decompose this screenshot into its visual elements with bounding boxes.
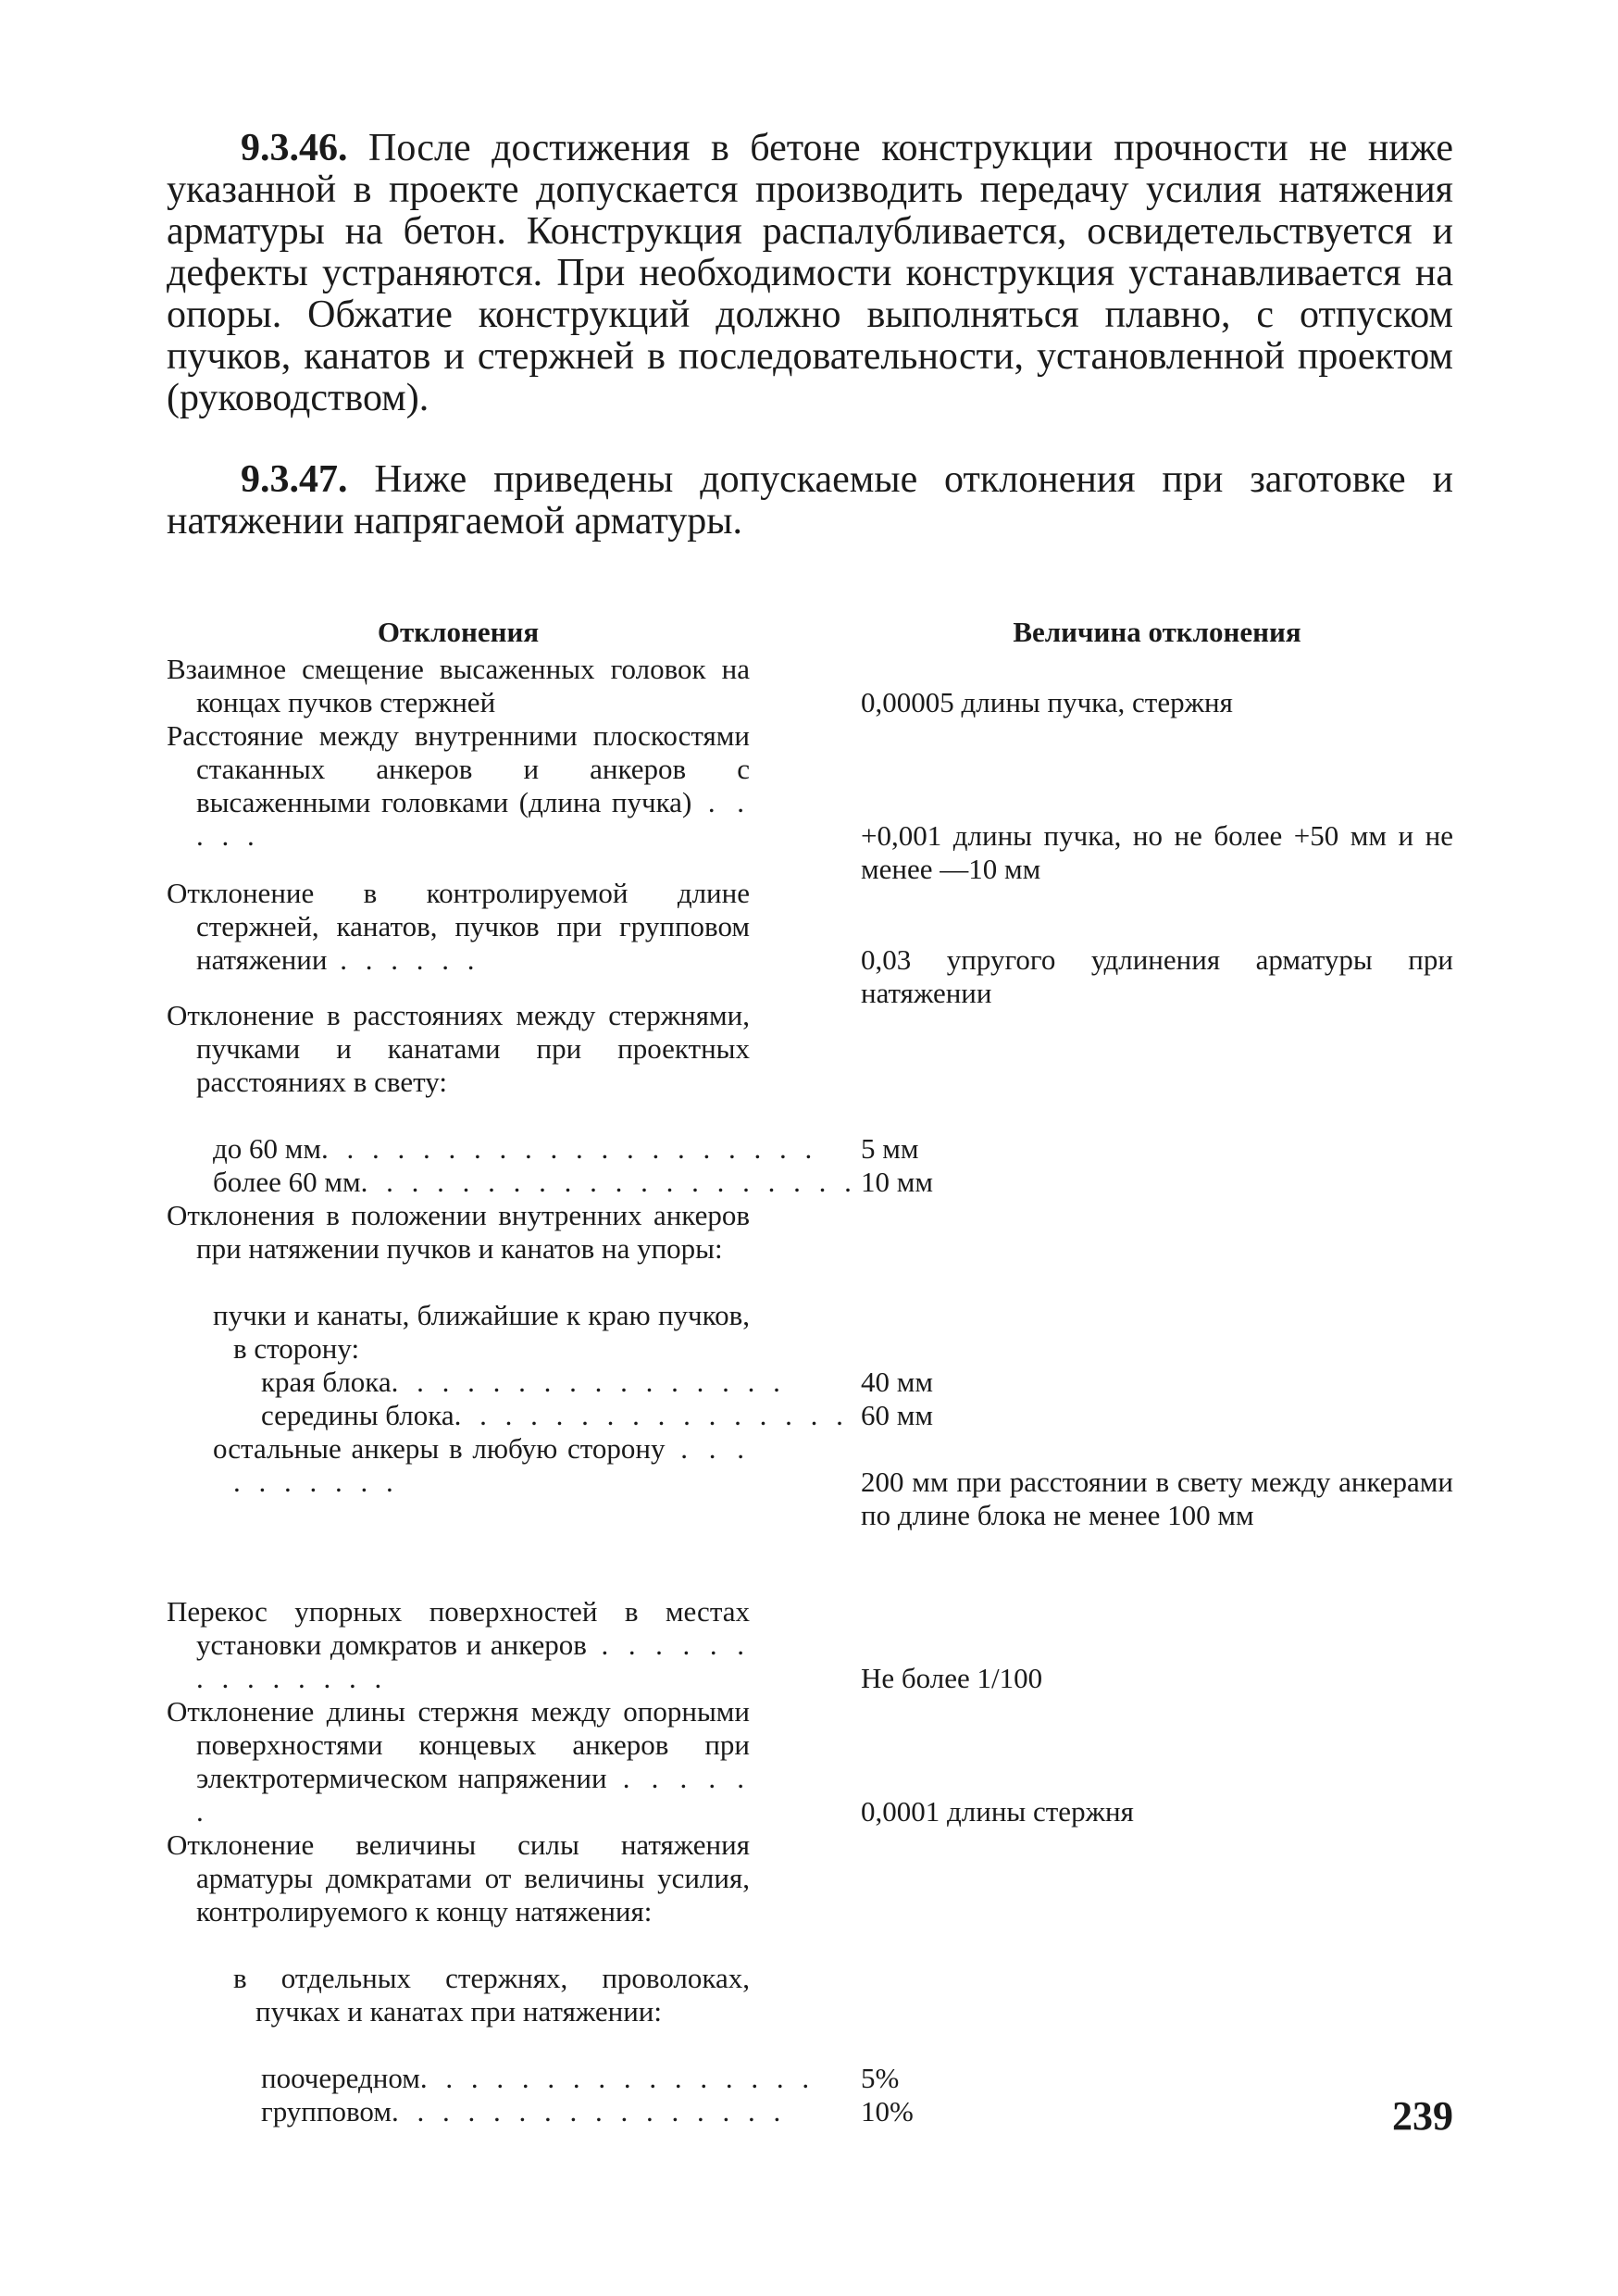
- deviation-text: Отклонение длины стержня между опорными поверхностями концевых анкеров при электротермическом напряжении: [167, 1695, 750, 1794]
- clause-number: 9.3.47.: [241, 458, 348, 501]
- value-cell: 0,00005 длины пучка, стержня: [861, 686, 1233, 718]
- deviation-cell: [167, 1595, 750, 1695]
- leader-dots: . . . . . . . . . . . . . . . .: [419, 2062, 815, 2094]
- deviation-cell: [261, 1399, 849, 1432]
- deviation-cell: [213, 1166, 857, 1199]
- deviation-cell: пучки и канаты, ближайшие к краю пучков, в сторону:: [213, 1299, 750, 1365]
- value-cell: +0,001 длины пучка, но не более +50 мм и не менее —10 мм: [861, 819, 1453, 885]
- deviation-text: Перекос упорных поверхностей в местах установки домкратов и анкеров: [167, 1595, 750, 1661]
- deviation-text: более 60 мм: [213, 1166, 361, 1198]
- deviation-cell: [167, 719, 750, 853]
- deviation-text: середины блока: [261, 1399, 454, 1431]
- value-cell: 200 мм при расстоянии в свету между анкерами по длине блока не менее 100 мм: [861, 1466, 1453, 1531]
- deviation-cell: [213, 1432, 750, 1499]
- leader-dots: . . . . . . . . . . . . . . . .: [391, 1366, 786, 1398]
- deviation-cell: [261, 1366, 786, 1399]
- deviation-cell: [213, 1132, 818, 1166]
- paragraph-9-3-46: [167, 128, 1453, 419]
- value-cell: 60 мм: [861, 1399, 933, 1431]
- value-cell: 10%: [861, 2095, 914, 2128]
- value-cell: 0,0001 длины стержня: [861, 1795, 1134, 1828]
- value-cell: 5%: [861, 2062, 900, 2094]
- deviation-text: групповом: [261, 2095, 392, 2128]
- deviation-text: Расстояние между внутренними плоскостями стаканных анкеров и анкеров с высаженными головками (длина пучка): [167, 719, 750, 818]
- deviation-cell: [261, 2062, 815, 2095]
- column-header-deviations: Отклонения: [377, 616, 540, 648]
- deviation-text: края блока: [261, 1366, 392, 1398]
- deviation-cell: [167, 1695, 750, 1828]
- value-cell: 5 мм: [861, 1132, 919, 1165]
- deviation-text: поочередном: [261, 2062, 420, 2094]
- deviation-text: остальные анкеры в любую сторону: [213, 1432, 666, 1465]
- value-cell: 0,03 упругого удлинения арматуры при натяжении: [861, 943, 1453, 1009]
- page-number: 239: [1392, 2093, 1453, 2139]
- paragraph-text: После достижения в бетоне конструкции прочности не ниже указанной в проекте допускается производить передачу усилия натяжения арматуры на бетон. Конструкция распалубливается, освидетельствуется и дефекты устраняются. При необходимости конструкция устанавливается на опоры. Обжатие конструкций должно выполняться плавно, с отпуском пучков, канатов и стержней в последовательности, установленной проектом (руководством).: [167, 127, 1453, 419]
- leader-dots: . . . . . .: [196, 1762, 751, 1828]
- value-cell: 40 мм: [861, 1366, 933, 1398]
- leader-dots: . . . . . . . . . . . . . . . .: [391, 2095, 787, 2128]
- deviation-cell: Взаимное смещение высаженных головок на концах пучков стержней: [167, 653, 750, 718]
- deviation-cell: Отклонение величины силы натяжения арматуры домкратами от величины усилия, контролируемого к концу натяжения:: [167, 1828, 750, 1928]
- deviation-text: до 60 мм: [213, 1132, 322, 1165]
- paragraph-text: Ниже приведены допускаемые отклонения при заготовке и натяжении напрягаемой арматуры.: [167, 458, 1453, 543]
- leader-dots: . . . . . . . . . . . . . . . .: [454, 1399, 849, 1431]
- value-cell: Не более 1/100: [861, 1662, 1043, 1694]
- deviation-cell: Отклонение в расстояниях между стержнями, пучками и канатами при проектных расстояниях в свету:: [167, 999, 750, 1098]
- deviation-cell: [261, 2095, 787, 2128]
- leader-dots: . . . . . .: [327, 943, 480, 976]
- leader-dots: . . . . . . . . . . . . . .: [196, 1628, 750, 1694]
- deviation-cell: в отдельных стержнях, проволоках, пучках и канатах при натяжении:: [233, 1962, 750, 2028]
- column-header-value: Величина отклонения: [1013, 616, 1301, 648]
- leader-dots: . . . . .: [196, 786, 751, 852]
- value-cell: 10 мм: [861, 1166, 933, 1198]
- leader-dots: . . . . . . . . . . . . . . . . . . . .: [360, 1166, 857, 1198]
- leader-dots: . . . . . . . . . . . . . . . . . . . .: [321, 1132, 818, 1165]
- leader-dots: . . . . . . . . . .: [233, 1432, 750, 1498]
- clause-number: 9.3.46.: [241, 127, 348, 169]
- deviation-cell: Отклонения в положении внутренних анкеров при натяжении пучков и канатов на упоры:: [167, 1199, 750, 1265]
- deviation-cell: [167, 877, 750, 977]
- deviation-text: Отклонение в контролируемой длине стержней, канатов, пучков при групповом натяжении: [167, 877, 750, 976]
- paragraph-9-3-47: [167, 459, 1453, 543]
